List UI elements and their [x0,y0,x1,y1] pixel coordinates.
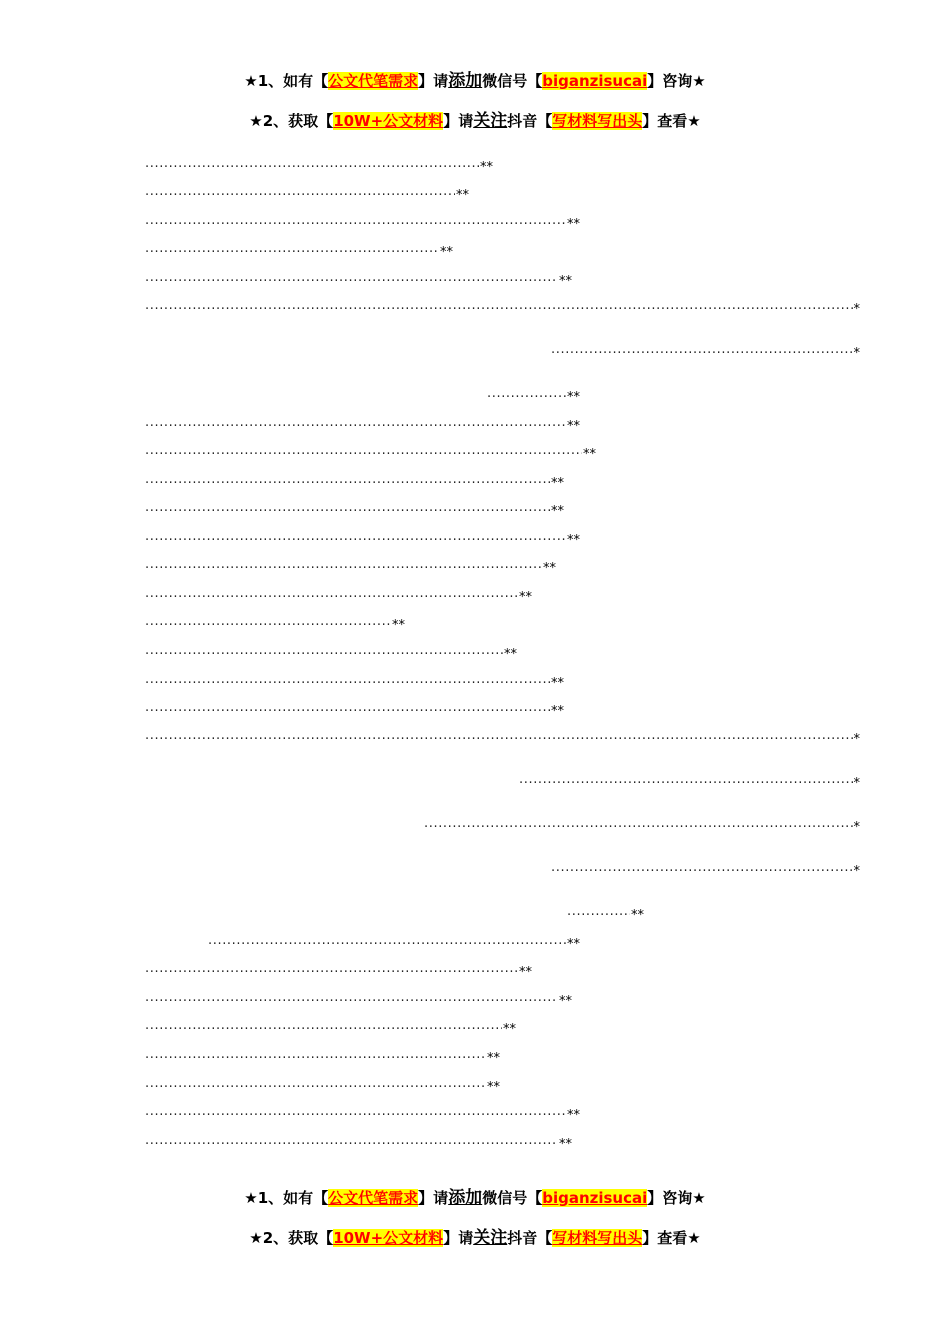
materials-highlight: 10W+公文材料 [333,1229,444,1247]
toc-entry [145,502,564,522]
toc-mark: * [853,730,861,750]
service-highlight: 公文代笔需求 [328,1189,419,1207]
banner-suffix: 】查看★ [642,1229,701,1247]
wechat-id-highlight: biganzisucai [542,1189,648,1207]
follow-underlined: 关注 [473,1228,508,1248]
banner-text: 微信号【 [482,1189,543,1207]
banner-text: 抖音【 [507,1229,553,1247]
header-banner-line-2 [0,110,950,132]
toc-entry [145,158,493,178]
toc-mark: ** [566,1106,580,1126]
banner-text: 微信号【 [482,72,543,90]
toc-entry [145,1135,572,1155]
toc-entry [145,645,517,665]
toc-entry [145,1106,580,1126]
toc-entry [145,674,564,694]
toc-entry [145,702,564,722]
toc-mark: ** [550,674,564,694]
toc-entry [145,300,860,320]
toc-mark: ** [486,1078,500,1098]
douyin-highlight: 写材料写出头 [552,112,643,130]
toc-entry [487,388,580,408]
toc-mark: ** [566,388,580,408]
toc-entry [567,906,644,926]
toc-mark: ** [391,616,405,636]
toc-mark: ** [582,445,596,465]
banner-prefix: ★1、如有【 [244,1189,329,1207]
toc-mark: ** [558,1135,572,1155]
toc-mark: ** [566,935,580,955]
toc-mark: ** [455,186,469,206]
douyin-highlight: 写材料写出头 [552,1229,643,1247]
banner-text: 】请 [418,1189,449,1207]
banner-prefix: ★2、获取【 [249,1229,334,1247]
toc-entry [145,963,532,983]
toc-mark: ** [518,963,532,983]
toc-mark: ** [503,645,517,665]
toc-entry [145,1049,500,1069]
toc-entry [519,774,860,794]
toc-mark: ** [558,272,572,292]
banner-suffix: 】查看★ [642,112,701,130]
banner-text: 抖音【 [507,112,553,130]
follow-underlined: 关注 [473,111,508,131]
toc-mark: ** [479,158,493,178]
banner-prefix: ★2、获取【 [249,112,334,130]
toc-entry [145,531,580,551]
header-banner-line-1 [0,70,950,92]
toc-entry [145,417,580,437]
toc-entry [145,730,860,750]
toc-entry [145,186,469,206]
toc-mark: ** [550,502,564,522]
toc-entry [551,344,860,364]
toc-entry [424,818,860,838]
banner-text: 】请 [443,112,474,130]
toc-mark: ** [566,215,580,235]
service-highlight: 公文代笔需求 [328,72,419,90]
banner-prefix: ★1、如有【 [244,72,329,90]
toc-mark: ** [550,702,564,722]
toc-mark: * [853,862,861,882]
toc-entry [145,1078,500,1098]
toc-entry [145,992,572,1012]
toc-entry [145,559,556,579]
banner-text: 】请 [443,1229,474,1247]
toc-entry [145,272,572,292]
toc-entry [145,445,596,465]
toc-entry [145,243,453,263]
add-underlined: 添加 [448,71,483,91]
toc-mark: * [853,774,861,794]
toc-entry [551,862,860,882]
toc-mark: ** [486,1049,500,1069]
toc-mark: ** [518,588,532,608]
banner-text: 】请 [418,72,449,90]
add-underlined: 添加 [448,1188,483,1208]
toc-mark: ** [502,1020,516,1040]
toc-mark: * [853,344,861,364]
toc-entry [145,474,564,494]
toc-mark: ** [566,531,580,551]
toc-mark: * [853,818,861,838]
toc-mark: ** [439,243,453,263]
toc-entry [145,588,532,608]
toc-entry [145,1020,516,1040]
materials-highlight: 10W+公文材料 [333,112,444,130]
toc-mark: ** [566,417,580,437]
toc-entry [208,935,580,955]
banner-suffix: 】咨询★ [647,72,706,90]
toc-mark: * [853,300,861,320]
wechat-id-highlight: biganzisucai [542,72,648,90]
toc-mark: ** [550,474,564,494]
toc-mark: ** [542,559,556,579]
toc-entry [145,215,580,235]
banner-suffix: 】咨询★ [647,1189,706,1207]
toc-mark: ** [630,906,644,926]
footer-banner-line-1 [0,1187,950,1209]
toc-entry [145,616,405,636]
footer-banner-line-2 [0,1227,950,1249]
toc-mark: ** [558,992,572,1012]
